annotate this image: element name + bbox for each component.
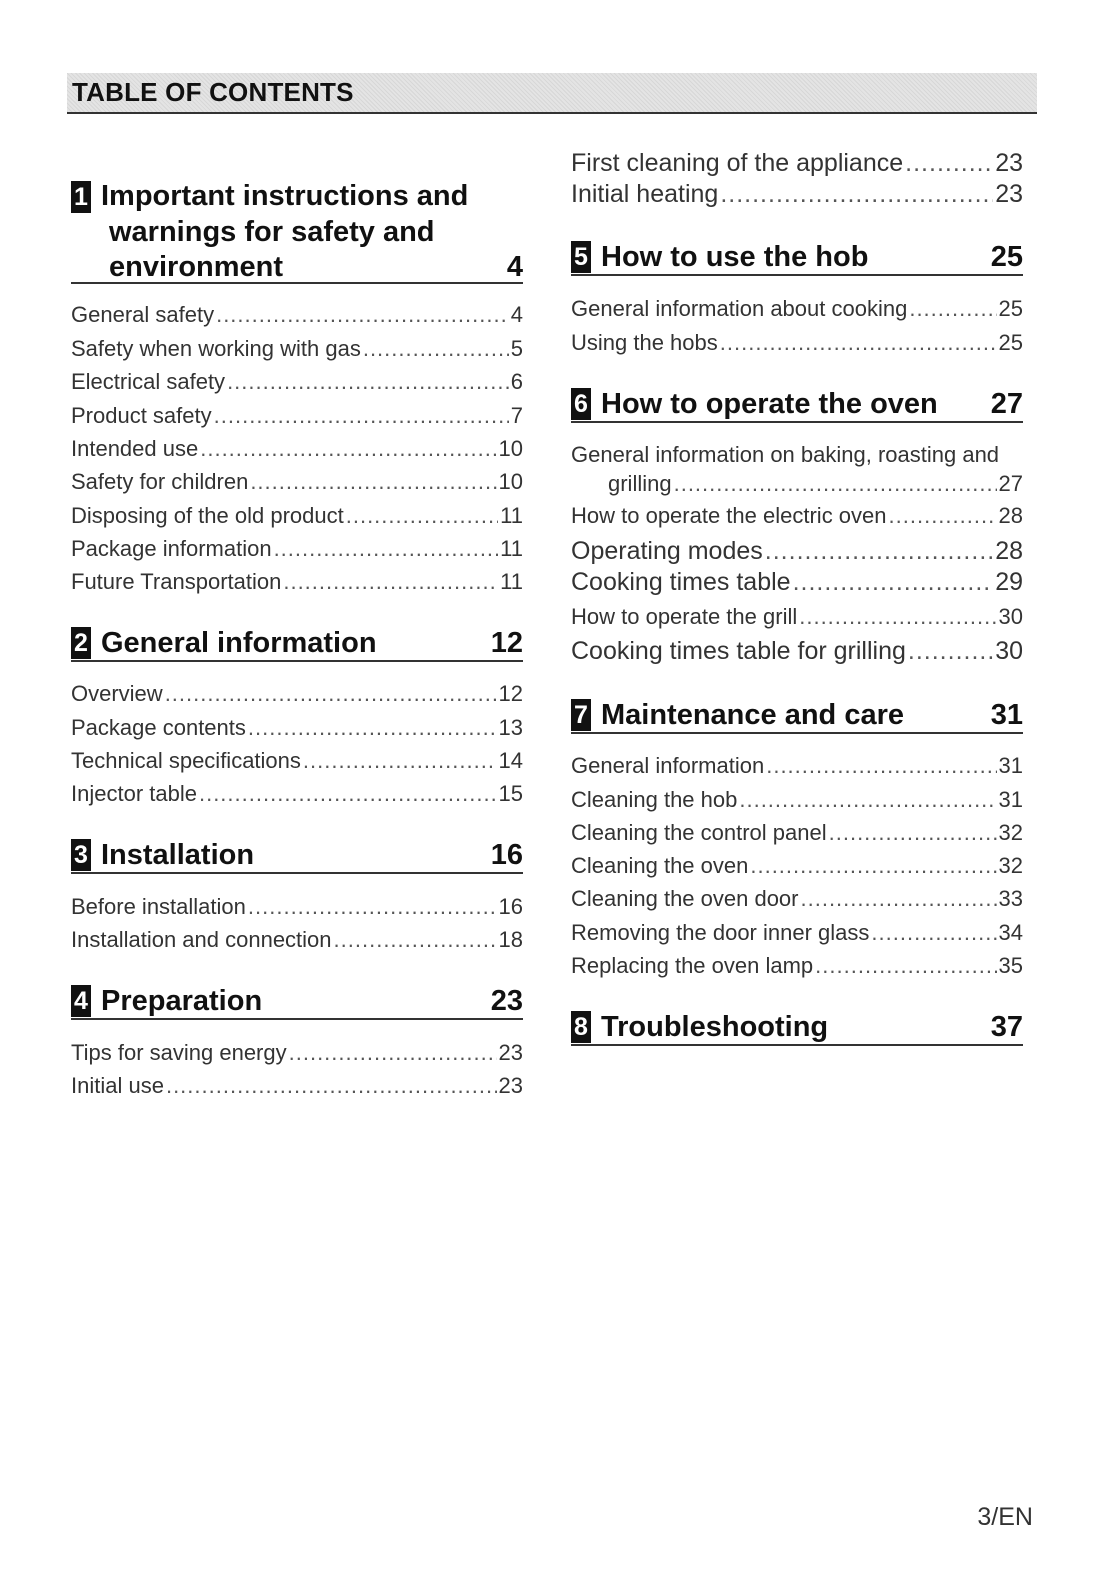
section-title: Maintenance and care	[601, 699, 904, 731]
toc-entry[interactable]	[571, 149, 1023, 178]
section-page-number: 31	[990, 699, 1023, 731]
toc-entry[interactable]	[571, 753, 1023, 779]
entry-title: Future Transportation	[71, 569, 282, 594]
dot-leader	[793, 568, 994, 597]
section-page-number: 37	[990, 1011, 1023, 1043]
entry-page: 31	[998, 753, 1023, 778]
toc-entry[interactable]	[71, 436, 523, 462]
entry-title: Package information	[71, 536, 272, 561]
section-heading-5[interactable]	[571, 240, 1023, 276]
section-page-number: 12	[490, 627, 523, 659]
dot-leader	[889, 503, 997, 529]
dot-leader	[248, 894, 497, 920]
entry-page: 27	[998, 471, 1023, 496]
section-title: How to use the hob	[601, 241, 869, 273]
toc-entry[interactable]	[571, 953, 1023, 979]
entry-page: 30	[998, 604, 1023, 629]
entry-title: Cleaning the hob	[571, 787, 738, 812]
entry-title: General information	[571, 753, 765, 778]
toc-entry[interactable]	[71, 536, 523, 562]
toc-entry[interactable]	[71, 894, 523, 920]
dot-leader	[363, 336, 509, 362]
entry-page: 29	[995, 568, 1023, 596]
entry-title: Initial use	[71, 1073, 164, 1098]
entry-continuation	[571, 471, 1023, 497]
entry-title: General information about cooking	[571, 296, 908, 321]
section-number-badge: 3	[71, 839, 91, 871]
toc-entry[interactable]	[571, 537, 1023, 566]
dot-leader	[871, 920, 996, 946]
entry-title: First cleaning of the appliance	[571, 149, 904, 177]
entry-title: Package contents	[71, 715, 246, 740]
section-heading-7[interactable]	[571, 698, 1023, 734]
dot-leader	[765, 537, 993, 566]
entry-title: Disposing of the old product	[71, 503, 344, 528]
entry-page: 11	[500, 503, 523, 528]
dot-leader	[766, 753, 996, 779]
page-title: TABLE OF CONTENTS	[72, 77, 354, 107]
section-page-number: 4	[506, 251, 523, 283]
page-number-footer: 3/EN	[977, 1503, 1033, 1531]
dot-leader	[908, 637, 993, 666]
toc-entry[interactable]	[571, 820, 1023, 846]
section-title-line: Important instructions and	[101, 180, 469, 212]
toc-banner	[67, 73, 1037, 114]
entry-page: 34	[998, 920, 1023, 945]
dot-leader	[674, 471, 997, 497]
dot-leader	[815, 953, 996, 979]
entry-title: Cleaning the control panel	[571, 820, 827, 845]
entry-title: How to operate the grill	[571, 604, 798, 629]
entry-page: 31	[998, 787, 1023, 812]
dot-leader	[166, 1073, 497, 1099]
toc-entry[interactable]	[571, 330, 1023, 356]
section-title: Troubleshooting	[601, 1011, 829, 1043]
toc-entry[interactable]	[71, 927, 523, 953]
entry-title: Cleaning the oven	[571, 853, 749, 878]
entry-title: Cooking times table	[571, 568, 791, 596]
entry-page: 11	[500, 536, 523, 561]
toc-entry[interactable]	[71, 503, 523, 529]
entry-page: 12	[498, 681, 523, 706]
toc-entry[interactable]	[71, 681, 523, 707]
entry-title: Overview	[71, 681, 163, 706]
entry-page: 25	[998, 330, 1023, 355]
toc-entry[interactable]	[71, 1040, 523, 1066]
entry-title: Cooking times table for grilling	[571, 637, 906, 665]
entry-page: 32	[998, 820, 1023, 845]
dot-leader	[739, 787, 996, 813]
toc-entry[interactable]	[71, 369, 523, 395]
entry-title: Injector table	[71, 781, 197, 806]
dot-leader	[199, 781, 497, 807]
dot-leader	[799, 604, 996, 630]
section-heading-3[interactable]	[71, 838, 523, 874]
entry-page: 7	[510, 403, 523, 428]
toc-entry[interactable]	[71, 569, 523, 595]
entry-page: 23	[995, 180, 1023, 208]
section-title: How to operate the oven	[601, 388, 938, 420]
toc-entry[interactable]	[571, 568, 1023, 597]
dot-leader	[346, 503, 498, 529]
section-number-badge: 4	[71, 985, 91, 1017]
section-number-badge: 1	[71, 181, 91, 213]
section-heading-8[interactable]	[571, 1010, 1023, 1046]
toc-entry[interactable]	[571, 787, 1023, 813]
toc-entry[interactable]	[571, 503, 1023, 529]
entry-page: 30	[995, 637, 1023, 665]
section-page-number: 27	[990, 388, 1023, 420]
entry-page: 35	[998, 953, 1023, 978]
dot-leader	[274, 536, 499, 562]
entry-page: 14	[498, 748, 523, 773]
entry-title: Installation and connection	[71, 927, 332, 952]
entry-page: 16	[498, 894, 523, 919]
entry-title: Replacing the oven lamp	[571, 953, 814, 978]
entry-title: Tips for saving energy	[71, 1040, 287, 1065]
toc-entry[interactable]	[571, 637, 1023, 666]
entry-title: General safety	[71, 302, 215, 327]
section-page-number: 23	[490, 985, 523, 1017]
section-number-badge: 6	[571, 388, 591, 420]
section-title: Installation	[101, 839, 255, 871]
toc-entry[interactable]	[71, 748, 523, 774]
entry-page: 15	[498, 781, 523, 806]
toc-entry[interactable]	[71, 781, 523, 807]
entry-page: 4	[510, 302, 523, 327]
toc-entry[interactable]	[571, 296, 1023, 322]
entry-page: 23	[498, 1073, 523, 1098]
entry-page: 5	[510, 336, 523, 361]
entry-page: 13	[498, 715, 523, 740]
toc-entry[interactable]	[571, 180, 1023, 209]
dot-leader	[200, 436, 496, 462]
dot-leader	[248, 715, 497, 741]
dot-leader	[905, 149, 993, 178]
entry-page: 25	[998, 296, 1023, 321]
toc-entry[interactable]	[571, 442, 1023, 497]
section-heading-2[interactable]	[71, 626, 523, 662]
section-heading-6[interactable]	[571, 387, 1023, 423]
section-page-number: 16	[490, 839, 523, 871]
entry-title-cont: grilling	[608, 471, 672, 496]
entry-page: 32	[998, 853, 1023, 878]
toc-entry[interactable]	[571, 886, 1023, 912]
entry-title: Product safety	[71, 403, 212, 428]
toc-entry[interactable]	[571, 920, 1023, 946]
entry-title: Removing the door inner glass	[571, 920, 870, 945]
toc-entry[interactable]	[571, 853, 1023, 879]
entry-title: General information on baking, roasting and	[571, 442, 1000, 467]
dot-leader	[283, 569, 498, 595]
dot-leader	[829, 820, 997, 846]
section-heading-4[interactable]	[71, 984, 523, 1020]
entry-title: Operating modes	[571, 537, 763, 565]
section-page-number: 25	[990, 241, 1023, 273]
dot-leader	[303, 748, 497, 774]
section-number-badge: 5	[571, 241, 591, 273]
toc-entry[interactable]	[71, 1073, 523, 1099]
dot-leader	[289, 1040, 497, 1066]
toc-entry[interactable]	[71, 715, 523, 741]
entry-title: How to operate the electric oven	[571, 503, 887, 528]
dot-leader	[334, 927, 497, 953]
entry-title: Cleaning the oven door	[571, 886, 799, 911]
entry-title: Initial heating	[571, 180, 719, 208]
section-number-badge: 2	[71, 627, 91, 659]
entry-page: 10	[498, 436, 523, 461]
entry-title: Safety for children	[71, 469, 249, 494]
section-title: General information	[101, 627, 377, 659]
toc-entry[interactable]	[71, 336, 523, 362]
dot-leader	[750, 853, 996, 879]
dot-leader	[801, 886, 997, 912]
section-title-line: warnings for safety and	[109, 216, 435, 248]
dot-leader	[165, 681, 497, 707]
entry-title: Intended use	[71, 436, 199, 461]
dot-leader	[214, 403, 509, 429]
dot-leader	[227, 369, 509, 395]
entry-page: 28	[998, 503, 1023, 528]
dot-leader	[720, 330, 997, 356]
entry-page: 18	[498, 927, 523, 952]
section-number-badge: 7	[571, 699, 591, 731]
dot-leader	[216, 302, 509, 328]
dot-leader	[250, 469, 496, 495]
dot-leader	[720, 180, 993, 209]
toc-entry[interactable]	[71, 302, 523, 328]
entry-page: 23	[995, 149, 1023, 177]
section-title-line: environment	[109, 251, 284, 283]
entry-page: 28	[995, 537, 1023, 565]
section-title: Preparation	[101, 985, 263, 1017]
entry-page: 10	[498, 469, 523, 494]
toc-entry[interactable]	[71, 469, 523, 495]
section-heading-1[interactable]	[71, 178, 523, 284]
entry-page: 6	[510, 369, 523, 394]
entry-title: Before installation	[71, 894, 246, 919]
toc-entry[interactable]	[571, 604, 1023, 630]
dot-leader	[909, 296, 996, 322]
toc-entry[interactable]	[71, 403, 523, 429]
entry-title: Using the hobs	[571, 330, 718, 355]
entry-page: 23	[498, 1040, 523, 1065]
entry-title: Safety when working with gas	[71, 336, 361, 361]
entry-title: Technical specifications	[71, 748, 301, 773]
section-number-badge: 8	[571, 1011, 591, 1043]
entry-page: 11	[500, 569, 523, 594]
entry-page: 33	[998, 886, 1023, 911]
entry-title: Electrical safety	[71, 369, 226, 394]
